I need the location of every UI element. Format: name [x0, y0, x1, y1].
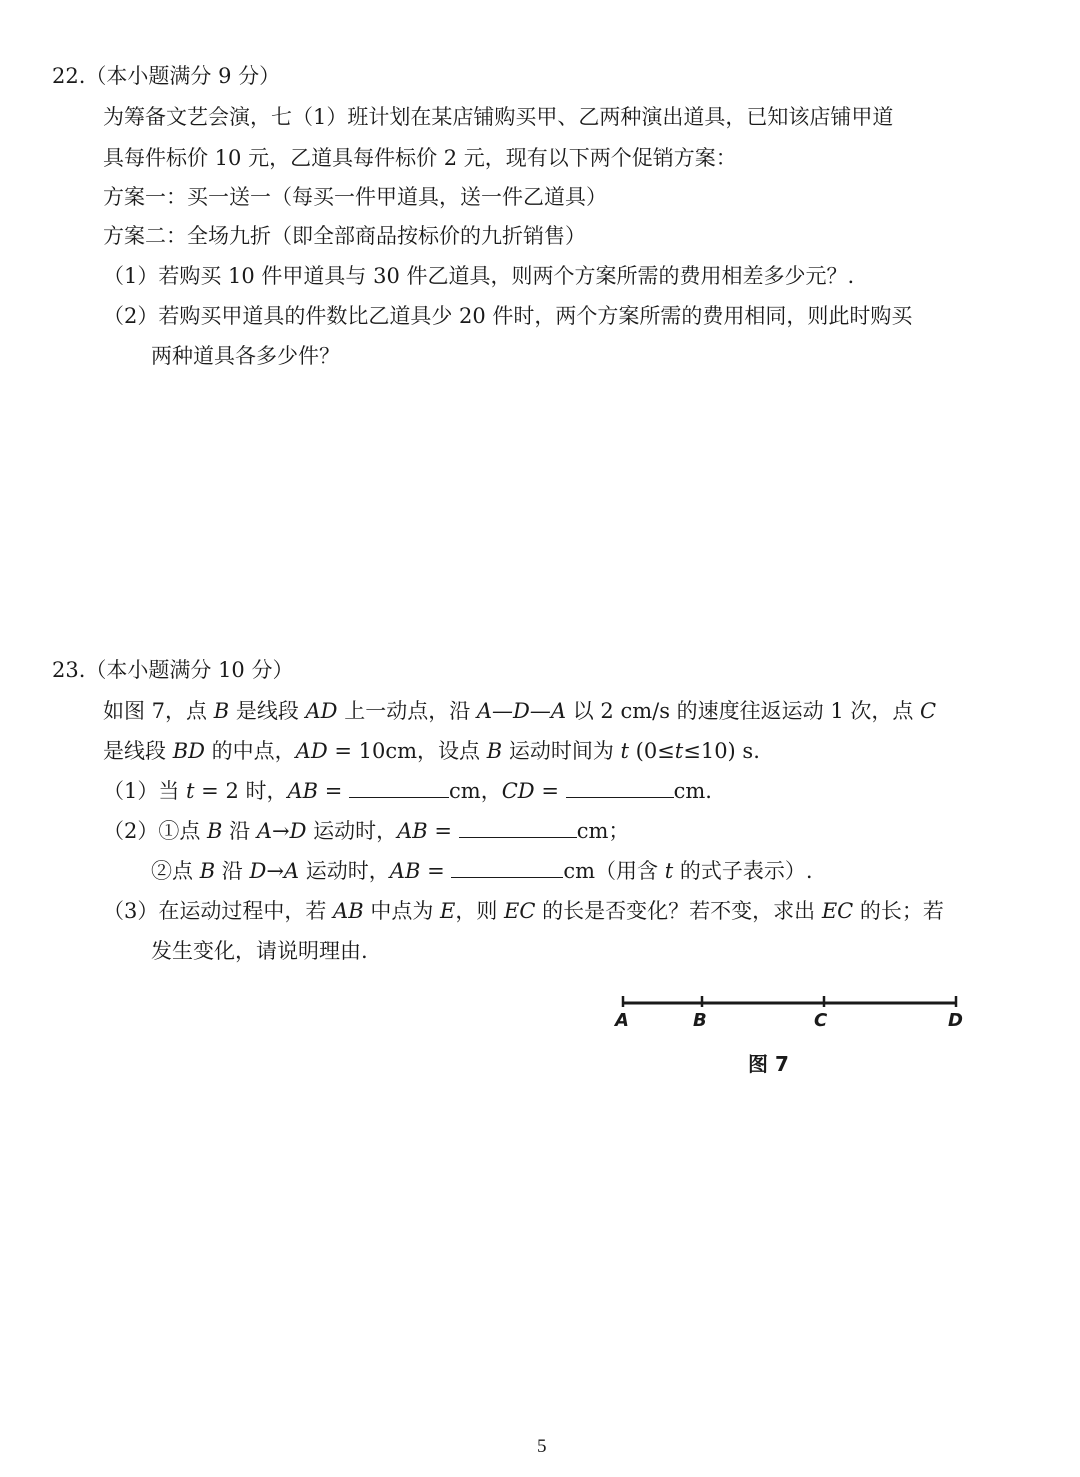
answer-blank-ab-backward[interactable] [451, 857, 563, 878]
text: = [427, 819, 459, 843]
q23-heading: 23.（本小题满分 10 分） [52, 658, 294, 682]
page-number: 5 [537, 1436, 547, 1457]
point-label-d: D [948, 1010, 963, 1031]
q22-line-1: 为筹备文艺会演，七（1）班计划在某店铺购买甲、乙两种演出道具，已知该店铺甲道 [103, 105, 894, 129]
var-bd: BD [172, 739, 205, 763]
text: cm. [673, 779, 712, 803]
var-ad: AD [305, 699, 338, 723]
text: cm， [449, 779, 502, 803]
q23-part-3-cont: 发生变化，请说明理由. [151, 939, 368, 963]
q22-heading: 22.（本小题满分 9 分） [52, 64, 281, 88]
var-b: B [207, 819, 223, 843]
q22-plan-1: 方案一：买一送一（每买一件甲道具，送一件乙道具） [103, 185, 607, 209]
text: 运动时间为 [502, 739, 621, 763]
var-ec: EC [504, 899, 536, 923]
q23-part-1 [103, 776, 712, 806]
text: 是线段 [229, 699, 306, 723]
path-ada: A—D—A [476, 699, 567, 723]
text: 的中点， [204, 739, 296, 763]
text: （3）在运动过程中，若 [103, 899, 334, 923]
figure-7-segment [615, 995, 965, 1015]
answer-blank-ab[interactable] [349, 777, 449, 798]
var-t: t [620, 739, 629, 763]
var-c: C [920, 699, 937, 723]
point-label-c: C [814, 1010, 828, 1031]
q23-part-2a [103, 816, 629, 846]
q22-plan-2: 方案二：全场九折（即全部商品按标价的九折销售） [103, 224, 586, 248]
text: 运动时， [306, 819, 398, 843]
q22-part-2: （2）若购买甲道具的件数比乙道具少 20 件时，两个方案所需的费用相同，则此时购买 [103, 304, 913, 328]
var-ab: AB [333, 899, 364, 923]
var-t: t [674, 739, 684, 763]
q23-intro-line-2 [103, 736, 760, 766]
text: 的长；若 [853, 899, 944, 923]
q23-intro-line-1 [103, 696, 936, 726]
text: 上一动点，沿 [337, 699, 477, 723]
var-ab: AB [287, 779, 319, 803]
text: cm（用含 [563, 859, 665, 883]
var-ab: AB [389, 859, 421, 883]
var-ad: AD [295, 739, 328, 763]
text: ，则 [455, 899, 505, 923]
var-t: t [664, 859, 674, 883]
var-ab: AB [397, 819, 428, 843]
text: = [318, 779, 350, 803]
point-label-a: A [615, 1010, 629, 1031]
figure-caption: 图 7 [748, 1052, 789, 1076]
direction-a-to-d: A→D [256, 819, 307, 843]
var-e: E [440, 899, 456, 923]
q22-part-2-cont: 两种道具各多少件？ [151, 344, 340, 368]
text: = [534, 779, 566, 803]
text: （2）①点 [103, 819, 208, 843]
text: cm； [576, 819, 630, 843]
var-cd: CD [501, 779, 535, 803]
q22-part-1: （1）若购买 10 件甲道具与 30 件乙道具，则两个方案所需的费用相差多少元？. [103, 264, 855, 288]
var-b: B [199, 859, 216, 883]
direction-d-to-a: D→A [249, 859, 300, 883]
text: 如图 7，点 [103, 699, 214, 723]
text: ②点 [151, 859, 200, 883]
text: 沿 [222, 819, 257, 843]
var-ec: EC [821, 899, 854, 923]
text: 的式子表示）. [673, 859, 813, 883]
text: 以 2 cm/s 的速度往返运动 1 次，点 [566, 699, 921, 723]
q22-line-2: 具每件标价 10 元，乙道具每件标价 2 元，现有以下两个促销方案： [103, 146, 737, 170]
q23-part-2b [151, 856, 813, 886]
text: 运动时， [299, 859, 390, 883]
text: （1）当 [103, 779, 187, 803]
text: = 2 时， [194, 779, 288, 803]
var-t: t [186, 779, 195, 803]
text: = 10cm，设点 [327, 739, 487, 763]
text: 的长是否变化？若不变，求出 [535, 899, 822, 923]
answer-blank-cd[interactable] [566, 777, 674, 798]
var-b: B [213, 699, 230, 723]
point-label-b: B [693, 1010, 707, 1031]
text: (0≤ [628, 739, 675, 763]
q23-part-3 [103, 896, 944, 926]
text: 沿 [215, 859, 250, 883]
text: 中点为 [363, 899, 441, 923]
answer-blank-ab-forward[interactable] [459, 817, 577, 838]
var-b: B [486, 739, 503, 763]
text: ≤10) s. [683, 739, 760, 763]
text: = [420, 859, 452, 883]
text: 是线段 [103, 739, 173, 763]
